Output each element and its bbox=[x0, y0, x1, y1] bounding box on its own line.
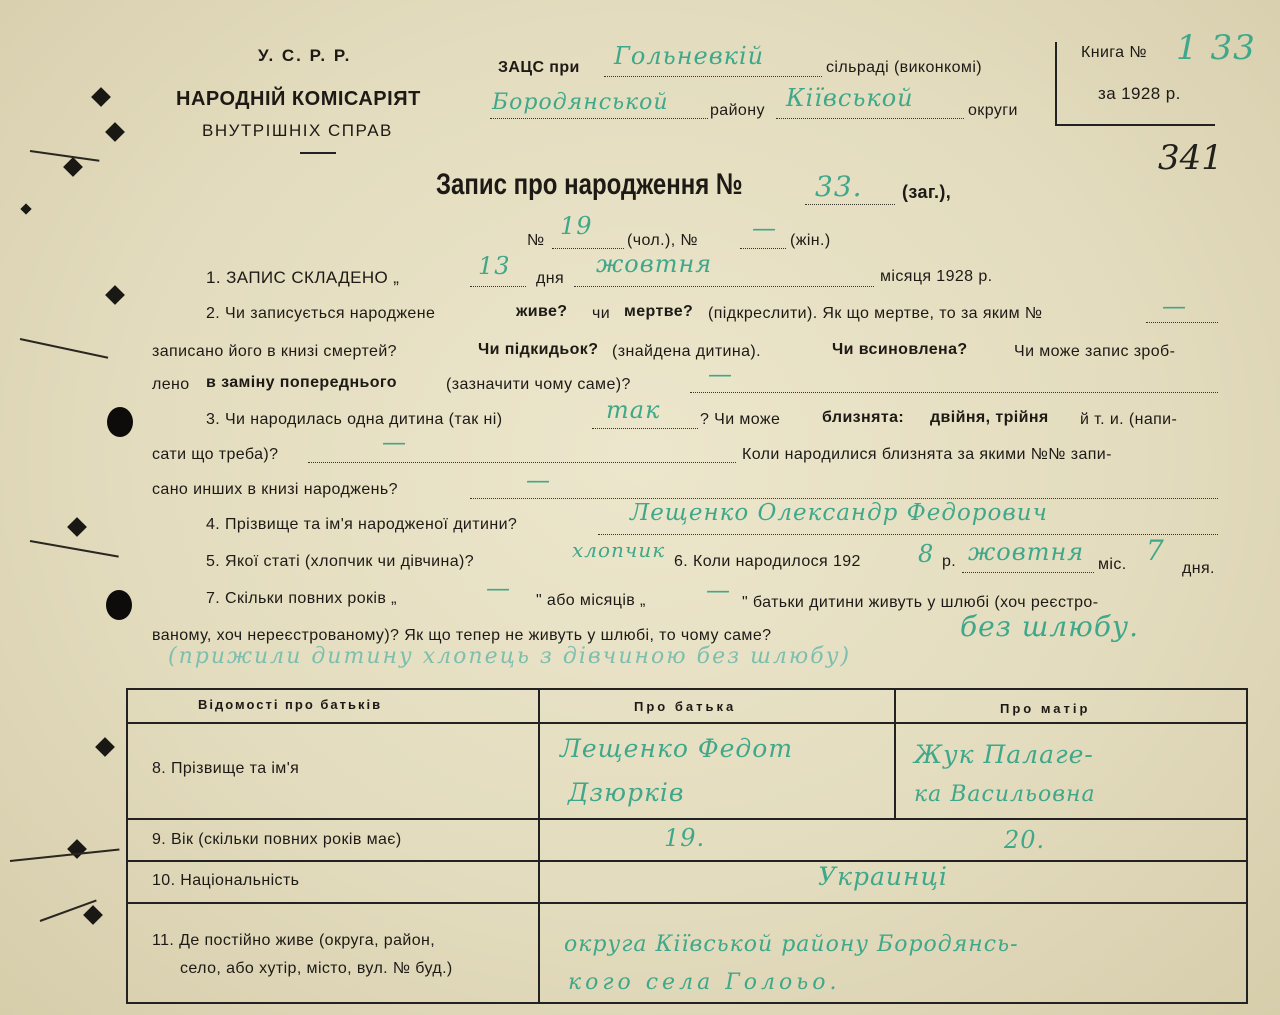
item1-day-suffix: дня bbox=[536, 270, 565, 287]
zags-village-suffix: сільраді (виконкомі) bbox=[826, 59, 982, 76]
book-box-left-border bbox=[1055, 42, 1057, 126]
item2-dead-number-line bbox=[1146, 322, 1218, 323]
district-line bbox=[490, 118, 708, 119]
parents-table bbox=[126, 688, 1248, 1004]
item3-line1-c: й т. и. (напи- bbox=[1080, 411, 1178, 428]
item2-line1-b: (підкреслити). Як що мертве, то за яким № bbox=[708, 305, 1043, 322]
district-handwritten: Бородянськой bbox=[492, 90, 669, 115]
item2-dead: мертве? bbox=[624, 303, 694, 320]
item2-replace: в заміну попереднього bbox=[206, 374, 397, 391]
table-col-separator bbox=[538, 690, 540, 1002]
item6-year-suffix: р. bbox=[942, 553, 957, 570]
department-label: ВНУТРІШНІХ СПРАВ bbox=[202, 121, 393, 140]
item1-day-line bbox=[470, 286, 526, 287]
table-header-parents-info: Відомості про батьків bbox=[198, 697, 383, 712]
item1-month-line bbox=[574, 286, 874, 287]
okrug-line bbox=[776, 118, 964, 119]
table-row-separator bbox=[128, 818, 1246, 820]
zags-village-line bbox=[604, 76, 822, 77]
female-number-line bbox=[740, 248, 786, 249]
item2-replace-line bbox=[690, 392, 1218, 393]
item3-line1-b: ? Чи може bbox=[700, 411, 781, 428]
item7-reason-handwritten: без шлюбу. bbox=[960, 610, 1140, 643]
item4-label: 4. Прізвище та ім'я народженої дитини? bbox=[206, 516, 518, 533]
item3-single-handwritten: так bbox=[606, 396, 661, 424]
row8-father-line2: Дзюрків bbox=[568, 778, 685, 807]
row11-label-line1: 11. Де постійно живе (округа, район, bbox=[152, 932, 436, 949]
zags-village-handwritten: Гольневкiй bbox=[614, 42, 765, 70]
item3-line1-a: 3. Чи народилась одна дитина (так ні) bbox=[206, 411, 503, 428]
row9-father-age: 19. bbox=[664, 824, 706, 852]
item3-single-line bbox=[592, 428, 698, 429]
row11-residence-line1: округа Кiївськой району Бородянсь- bbox=[564, 932, 1019, 957]
row11-residence-line2: кого села Голоьо. bbox=[568, 970, 841, 995]
table-header-row bbox=[128, 690, 1246, 724]
item2-line3-b: (зазначити чому саме)? bbox=[446, 376, 631, 393]
item6-label: 6. Коли народилося 192 bbox=[674, 553, 861, 570]
republic-label: У. С. Р. Р. bbox=[258, 46, 352, 65]
damage-mark bbox=[67, 517, 87, 537]
item3-others-line bbox=[470, 498, 1218, 499]
item2-or: чи bbox=[592, 305, 611, 322]
item7-note-handwritten: (прижили дитину хлопець з дівчиною без шлюбу) bbox=[168, 644, 852, 669]
item5-label: 5. Якої статі (хлопчик чи дівчина)? bbox=[206, 553, 475, 570]
male-number-handwritten: 19 bbox=[560, 212, 593, 240]
item6-month-line bbox=[962, 572, 1094, 573]
zags-prefix: ЗАЦС при bbox=[498, 59, 580, 76]
row10-nationality: Украинці bbox=[818, 862, 948, 891]
item2-line2-a: записано його в книзі смертей? bbox=[152, 343, 397, 360]
book-year-label: за 1928 р. bbox=[1098, 84, 1181, 103]
male-number-suffix: (чол.), № bbox=[627, 232, 698, 249]
damage-mark bbox=[67, 839, 87, 859]
okrug-suffix: округи bbox=[968, 102, 1018, 119]
item4-name-handwritten: Лещенко Олександр Федорович bbox=[630, 500, 1048, 526]
damage-mark bbox=[105, 285, 125, 305]
damage-mark bbox=[105, 122, 125, 142]
damage-mark bbox=[91, 87, 111, 107]
table-row-separator bbox=[128, 902, 1246, 904]
archive-number-handwritten: 341 bbox=[1158, 138, 1223, 178]
item3-twins-line bbox=[308, 462, 736, 463]
item1-label: 1. ЗАПИС СКЛАДЕНО „ bbox=[206, 268, 400, 287]
okrug-handwritten: Кiївськой bbox=[786, 84, 914, 112]
tear-line bbox=[30, 540, 119, 558]
item2-foundling: Чи підкидьок? bbox=[478, 341, 599, 358]
item2-line2-b: (знайдена дитина). bbox=[612, 343, 761, 360]
item2-line3-a: лено bbox=[152, 376, 190, 393]
table-header-mother: Про матір bbox=[1000, 701, 1091, 716]
book-box-bottom-border bbox=[1055, 124, 1215, 126]
item3-line2-b: Коли народилися близнята за якими №№ запи- bbox=[742, 446, 1112, 463]
table-row-separator bbox=[128, 860, 1246, 862]
item6-day-suffix: дня. bbox=[1182, 560, 1215, 577]
record-number-handwritten: 33. bbox=[815, 170, 863, 203]
female-number-suffix: (жін.) bbox=[790, 232, 831, 249]
tear-line bbox=[20, 338, 108, 359]
item1-month-handwritten: жовтня bbox=[596, 250, 713, 278]
item2-adopted: Чи всиновлена? bbox=[832, 341, 968, 358]
item3-others-handwritten: — bbox=[526, 466, 551, 494]
book-label: Книга № bbox=[1081, 44, 1147, 61]
item7-years-handwritten: — bbox=[486, 574, 511, 602]
damage-mark bbox=[20, 203, 31, 214]
book-number-handwritten: 1 33 bbox=[1176, 28, 1256, 68]
item5-sex-handwritten: хлопчик bbox=[572, 538, 666, 562]
row8-label: 8. Прізвище та ім'я bbox=[152, 760, 300, 777]
item3-line3-a: сано инших в книзі народжень? bbox=[152, 481, 398, 498]
item2-line1-a: 2. Чи записується народжене bbox=[206, 305, 436, 322]
item7-line1-b: " або місяців „ bbox=[536, 592, 646, 609]
table-col-separator bbox=[894, 690, 896, 820]
row9-label: 9. Вік (скільки повних років має) bbox=[152, 831, 402, 848]
row9-mother-age: 20. bbox=[1004, 826, 1046, 854]
commissariat-label: НАРОДНІЙ КОМІСАРІЯТ bbox=[176, 88, 421, 110]
district-suffix: району bbox=[710, 102, 765, 119]
item3-twins-types: двійня, трійня bbox=[930, 409, 1049, 426]
item2-alive: живе? bbox=[516, 303, 568, 320]
item3-twins-label: близнята: bbox=[822, 409, 905, 426]
item2-dead-number-handwritten: — bbox=[1162, 292, 1187, 320]
item2-line2-c: Чи може запис зроб- bbox=[1014, 343, 1176, 360]
item6-month-handwritten: жовтня bbox=[968, 538, 1085, 566]
item7-months-handwritten: — bbox=[706, 576, 731, 604]
item6-day-handwritten: 7 bbox=[1146, 534, 1165, 567]
punch-hole bbox=[106, 590, 132, 620]
item3-line2-a: сати що треба)? bbox=[152, 446, 279, 463]
punch-hole bbox=[107, 407, 133, 437]
item1-month-suffix: місяця 1928 р. bbox=[880, 268, 993, 285]
male-number-prefix: № bbox=[527, 232, 545, 249]
damage-mark bbox=[95, 737, 115, 757]
tear-line bbox=[30, 150, 100, 162]
item6-month-suffix: міс. bbox=[1098, 556, 1127, 573]
item7-line1-a: 7. Скільки повних років „ bbox=[206, 590, 397, 607]
row10-label: 10. Національність bbox=[152, 872, 300, 889]
row8-father-line1: Лещенко Федот bbox=[560, 734, 794, 763]
row8-mother-line2: ка Васильовна bbox=[914, 782, 1096, 807]
damage-mark bbox=[63, 157, 83, 177]
tear-line bbox=[10, 849, 120, 862]
item7-line1-c: " батьки дитини живуть у шлюбі (хоч реєстро- bbox=[742, 594, 1099, 611]
record-title-suffix: (заг.), bbox=[902, 182, 952, 202]
item7-line2: ваному, хоч нереєстрованому)? Як що тепер не живуть у шлюбі, то чому саме? bbox=[152, 627, 772, 644]
item3-twins-handwritten: — bbox=[382, 428, 407, 456]
record-title: Запис про народження № bbox=[436, 168, 743, 201]
item4-name-line bbox=[598, 534, 1218, 535]
row8-mother-line1: Жук Палаге- bbox=[914, 740, 1094, 769]
damage-mark bbox=[83, 905, 103, 925]
table-header-father: Про батька bbox=[634, 699, 737, 714]
record-number-line bbox=[805, 204, 895, 205]
header-divider bbox=[300, 152, 336, 154]
item2-replace-handwritten: — bbox=[708, 360, 733, 388]
female-number-handwritten: — bbox=[752, 214, 777, 242]
male-number-line bbox=[552, 248, 624, 249]
row11-label-line2: село, або хутір, місто, вул. № буд.) bbox=[180, 960, 453, 977]
item1-day-handwritten: 13 bbox=[478, 252, 511, 280]
item6-year-handwritten: 8 bbox=[918, 540, 935, 568]
